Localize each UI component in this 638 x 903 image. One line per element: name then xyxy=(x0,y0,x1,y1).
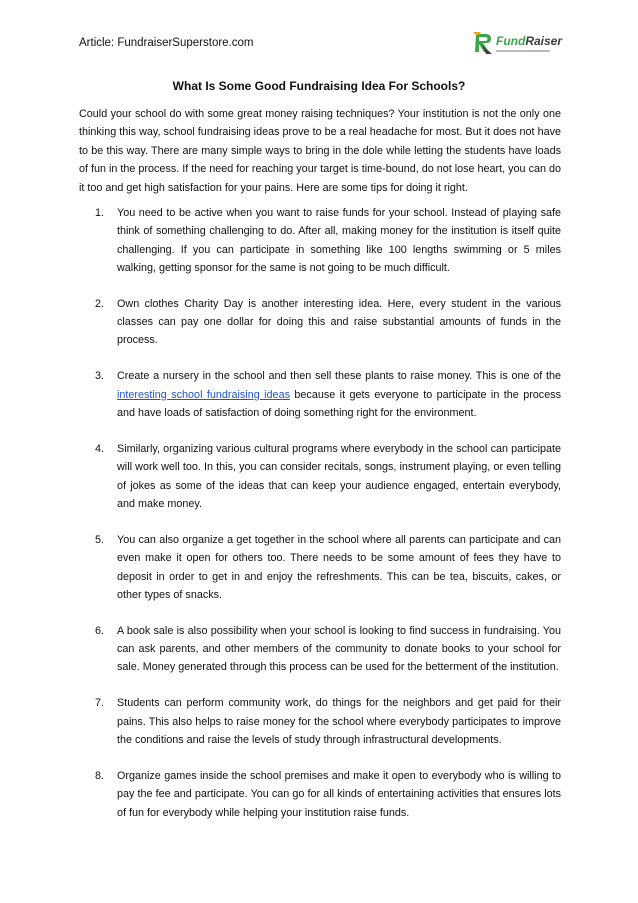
item-text: You can also organize a get together in the school where all parents can participate and can even make it open for others too. There needs to be some amount of fees they have to deposit in order to get in and enjoy the refreshments. This can be tea, biscuits, cakes, or other types of snacks. xyxy=(117,533,561,601)
item-number: 3. xyxy=(95,370,105,383)
fundraising-ideas-link[interactable]: interesting school fundraising ideas xyxy=(117,388,290,401)
logo-word-fund: Fund xyxy=(496,33,526,48)
item-number: 4. xyxy=(95,443,105,456)
item-text: Similarly, organizing various cultural programs where everybody in the school can participate will work well too. In this, you can consider recitals, songs, instrument playing, or even telling of jokes as some of the ideas that can keep your audience engaged, entertain everybody, and make money. xyxy=(117,443,561,510)
fundraiser-logo xyxy=(472,30,564,56)
item-number: 8. xyxy=(95,769,105,782)
list-item xyxy=(79,295,561,350)
item-text-before-link: Create a nursery in the school and then sell these plants to raise money. This is one of the xyxy=(117,370,561,383)
logo-word-raiser: Raiser xyxy=(525,33,563,48)
list-item xyxy=(79,367,561,422)
item-number: 1. xyxy=(95,207,105,219)
article-intro: Could your school do with some great money raising techniques? Your institution is not the only one thinking this way, school fundraising ideas prove to be a real headache for most. But it does not have to be this way. There are many simple ways to bring in the dole while letting the students have loads of fun in the process. If the need for reaching your target is time-bound, do not lose heart, you can do it too and get high satisfaction for your pains. Here are some tips for doing it right. xyxy=(79,108,561,194)
list-item xyxy=(79,440,561,513)
tips-list xyxy=(79,204,561,840)
item-text: A book sale is also possibility when your school is looking to find success in fundraising. You can ask parents, and other members of the community to donate books to your school for sale. Money generated through this process can be used for the betterment of the institution. xyxy=(117,624,561,674)
list-item xyxy=(79,767,561,822)
item-text: Own clothes Charity Day is another interesting idea. Here, every student in the various classes can pay one dollar for doing this and raise substantial amounts of funds in the process. xyxy=(117,297,561,347)
article-title: What Is Some Good Fundraising Idea For Schools? xyxy=(172,79,466,93)
item-number: 7. xyxy=(95,697,105,710)
list-item xyxy=(79,531,561,604)
item-text: Organize games inside the school premises and make it open to everybody who is willing to pay the fee and participate. You can go for all kinds of entertaining activities that ensures lots of fun for everybody while helping your institution raise funds. xyxy=(117,769,561,819)
item-number: 5. xyxy=(95,533,105,546)
item-text: You need to be active when you want to raise funds for your school. Instead of playing safe think of something challenging to do. After all, making money for the institution is itself quite challenging. If you can participate in something like 100 lengths swimming or 5 miles walking, getting sponsor for the same is not going to be much difficult. xyxy=(117,207,561,274)
item-number: 2. xyxy=(95,297,105,310)
item-text-after-link: because it gets everyone to participate in the process and have loads of satisfaction of doing something right for the environment. xyxy=(117,388,562,420)
list-item xyxy=(79,622,561,677)
logo-tagline-bar xyxy=(496,50,550,52)
article-source: Article: FundraiserSuperstore.com xyxy=(79,37,254,49)
fundraiser-logo-icon xyxy=(472,31,494,55)
list-item xyxy=(79,694,561,749)
list-item xyxy=(79,204,561,277)
logo-wordmark xyxy=(496,35,562,47)
item-number: 6. xyxy=(95,624,105,637)
logo-text xyxy=(496,35,562,52)
item-text: Students can perform community work, do things for the neighbors and get paid for their pains. This also helps to raise money for the school where everybody participates to improve the conditions and raise the levels of study through infrastructural developments. xyxy=(117,697,561,746)
